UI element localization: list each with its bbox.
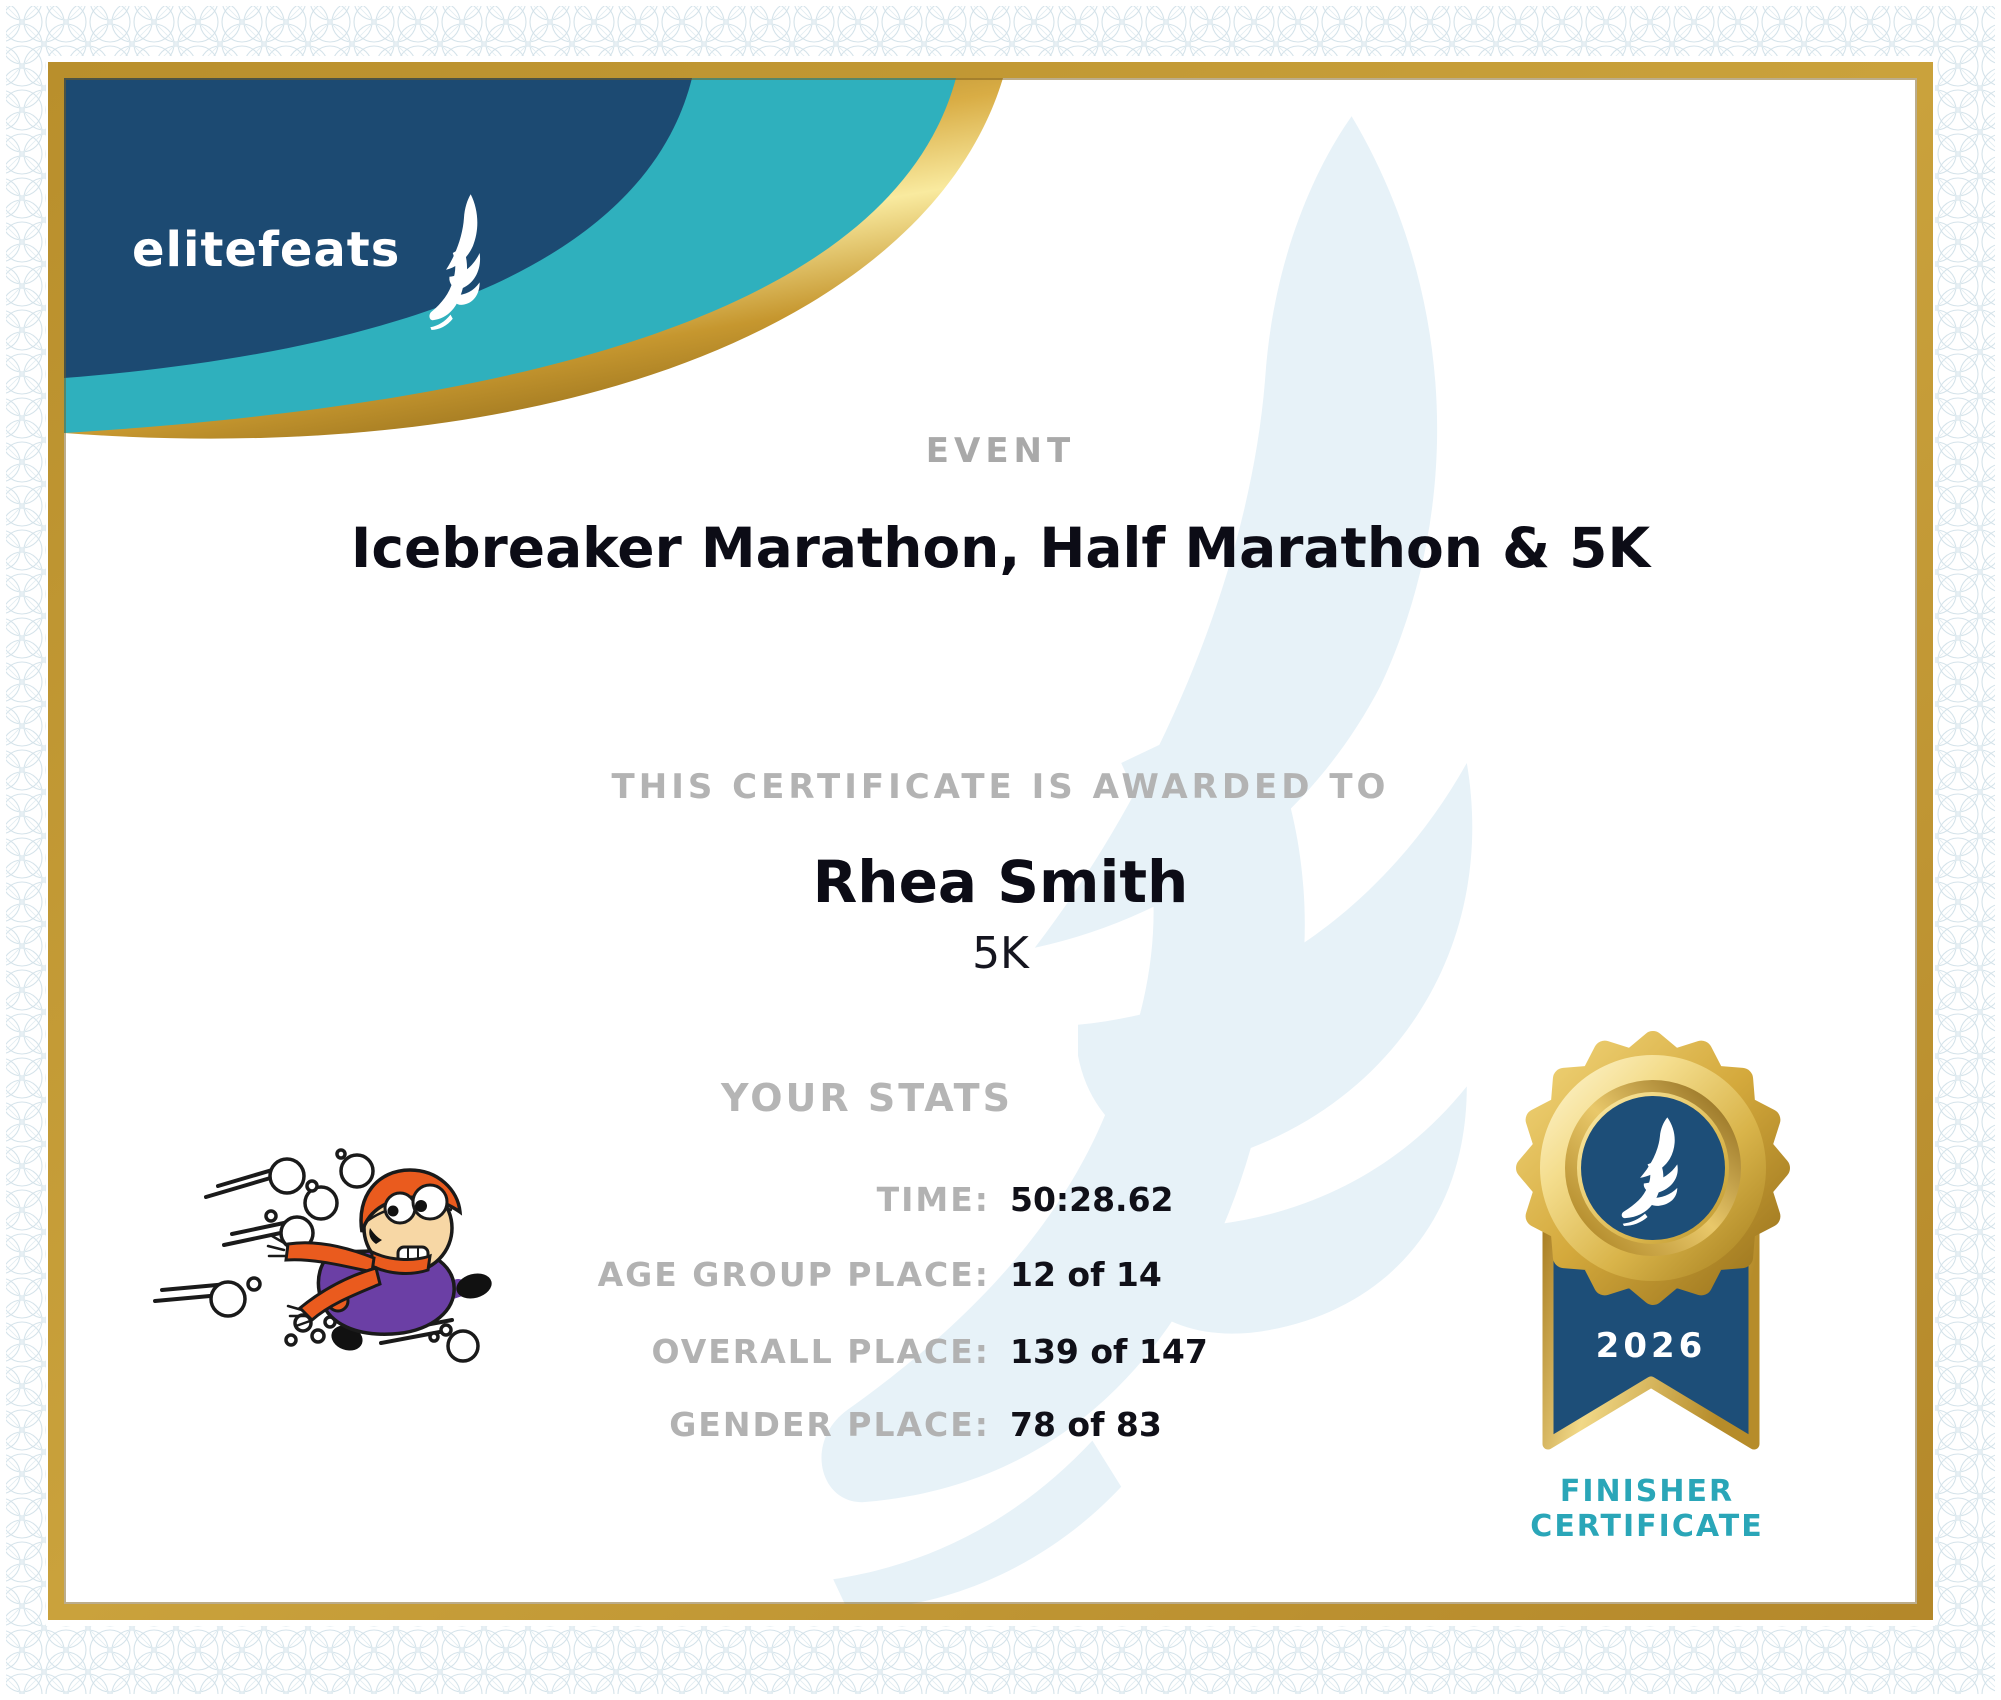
badge-caption-line2: CERTIFICATE bbox=[1530, 1509, 1764, 1544]
stat-value: 50:28.62 bbox=[1010, 1180, 1174, 1219]
stat-label: TIME: bbox=[876, 1180, 990, 1219]
runner-illustration bbox=[140, 1140, 500, 1370]
stat-value: 78 of 83 bbox=[1010, 1405, 1162, 1444]
badge-caption-line1: FINISHER bbox=[1559, 1474, 1735, 1509]
event-label: EVENT bbox=[925, 431, 1076, 471]
event-title: Icebreaker Marathon, Half Marathon & 5K bbox=[350, 516, 1651, 580]
stat-value: 139 of 147 bbox=[1010, 1332, 1208, 1371]
badge-caption bbox=[1497, 1474, 1797, 1544]
stats-heading: YOUR STATS bbox=[721, 1076, 1013, 1120]
division-name: 5K bbox=[972, 928, 1029, 979]
badge-year: 2026 bbox=[1595, 1326, 1707, 1366]
brand-logo-text: elitefeats bbox=[132, 222, 401, 278]
recipient-name: Rhea Smith bbox=[812, 848, 1189, 916]
awarded-label: THIS CERTIFICATE IS AWARDED TO bbox=[611, 767, 1390, 807]
stat-label: OVERALL PLACE: bbox=[651, 1332, 990, 1371]
medal-rosette bbox=[1493, 1008, 1813, 1328]
stat-label: GENDER PLACE: bbox=[669, 1405, 990, 1444]
stat-value: 12 of 14 bbox=[1010, 1255, 1162, 1294]
stat-label: AGE GROUP PLACE: bbox=[597, 1255, 990, 1294]
